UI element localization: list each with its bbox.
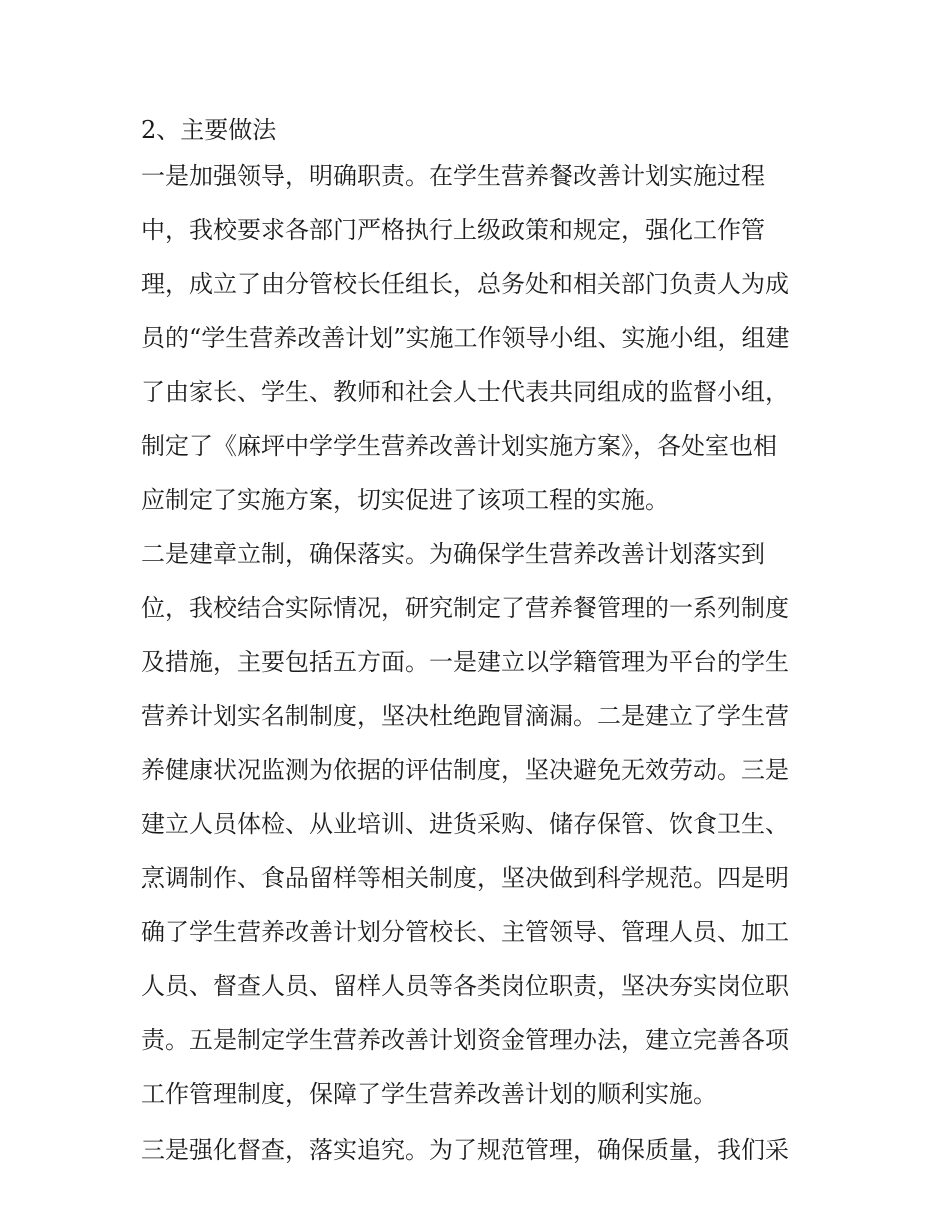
paragraph-line: 责。五是制定学生营养改善计划资金管理办法，建立完善各项 bbox=[141, 1026, 789, 1054]
document-body bbox=[141, 113, 813, 1177]
paragraph-line: 人员、督查人员、留样人员等各类岗位职责，坚决夯实岗位职 bbox=[141, 972, 789, 1000]
paragraph-2 bbox=[141, 527, 813, 1121]
section-heading: 2、主要做法 bbox=[141, 116, 277, 144]
paragraph-line: 一是加强领导，明确职责。在学生营养餐改善计划实施过程 bbox=[141, 162, 765, 190]
paragraph-line: 工作管理制度，保障了学生营养改善计划的顺利实施。 bbox=[141, 1080, 717, 1108]
paragraph-line: 制定了《麻坪中学学生营养改善计划实施方案》，各处室也相 bbox=[141, 432, 777, 460]
paragraph-line: 烹调制作、食品留样等相关制度，坚决做到科学规范。四是明 bbox=[141, 864, 789, 892]
paragraph-line: 营养计划实名制制度，坚决杜绝跑冒滴漏。二是建立了学生营 bbox=[141, 702, 789, 730]
paragraph-line: 三是强化督查，落实追究。为了规范管理，确保质量，我们采 bbox=[141, 1136, 789, 1164]
paragraph-line: 及措施，主要包括五方面。一是建立以学籍管理为平台的学生 bbox=[141, 648, 789, 676]
paragraph-line: 建立人员体检、从业培训、进货采购、储存保管、饮食卫生、 bbox=[141, 810, 789, 838]
paragraph-3 bbox=[141, 1123, 813, 1177]
paragraph-1 bbox=[141, 149, 813, 527]
paragraph-line: 二是建章立制，确保落实。为确保学生营养改善计划落实到 bbox=[141, 540, 765, 568]
paragraph-line: 员的“学生营养改善计划”实施工作领导小组、实施小组，组建 bbox=[141, 324, 790, 352]
paragraph-line: 位，我校结合实际情况，研究制定了营养餐管理的一系列制度 bbox=[141, 594, 789, 622]
paragraph-line: 了由家长、学生、教师和社会人士代表共同组成的监督小组， bbox=[141, 378, 789, 406]
paragraph-line: 确了学生营养改善计划分管校长、主管领导、管理人员、加工 bbox=[141, 918, 789, 946]
paragraph-line: 中，我校要求各部门严格执行上级政策和规定，强化工作管 bbox=[141, 216, 765, 244]
paragraph-line: 应制定了实施方案，切实促进了该项工程的实施。 bbox=[141, 486, 669, 514]
paragraph-line: 理，成立了由分管校长任组长，总务处和相关部门负责人为成 bbox=[141, 270, 789, 298]
paragraph-line: 养健康状况监测为依据的评估制度，坚决避免无效劳动。三是 bbox=[141, 756, 789, 784]
